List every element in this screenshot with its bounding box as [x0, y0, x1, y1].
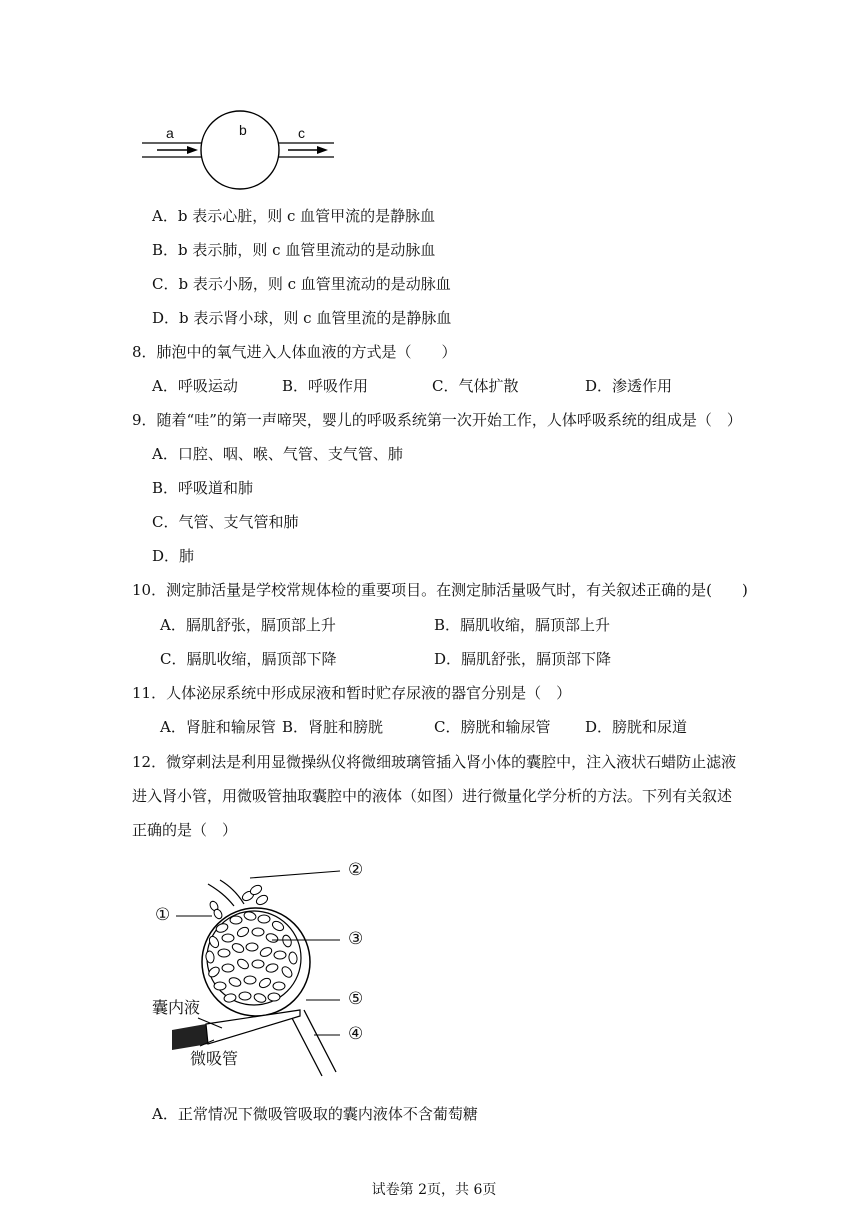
q9-option-b: B．呼吸道和肺 — [152, 479, 254, 497]
q11-option-a: A．肾脏和输尿管 — [160, 718, 276, 736]
q10-option-a: A．膈肌舒张，膈顶部上升 — [160, 616, 336, 634]
q11-option-c: C．膀胱和输尿管 — [434, 718, 551, 736]
q9-option-d: D．肺 — [152, 547, 195, 565]
label-1: ① — [155, 905, 171, 925]
q7-option-c: C．b 表示小肠，则 c 血管里流动的是动脉血 — [152, 275, 451, 293]
label-3: ③ — [348, 929, 364, 949]
label-5: ⑤ — [348, 989, 364, 1009]
q7-option-b: B．b 表示肺，则 c 血管里流动的是动脉血 — [152, 241, 436, 259]
label-a: a — [166, 125, 174, 141]
q12-stem-line3: 正确的是（ ） — [132, 821, 238, 839]
capsule-fluid-label: 囊内液 — [152, 998, 201, 1017]
q7-option-d: D．b 表示肾小球，则 c 血管里流的是静脉血 — [152, 309, 452, 327]
q10-option-d: D．膈肌舒张，膈顶部下降 — [434, 650, 612, 668]
q9-option-c: C．气管、支气管和肺 — [152, 513, 299, 531]
q10-stem: 10．测定肺活量是学校常规体检的重要项目。在测定肺活量吸气时，有关叙述正确的是( ) — [132, 581, 748, 599]
q10-option-c: C．膈肌收缩，膈顶部下降 — [160, 650, 337, 668]
label-2: ② — [348, 860, 364, 880]
micropipette-label: 微吸管 — [190, 1049, 239, 1068]
q9-option-a: A．口腔、咽、喉、气管、支气管、肺 — [152, 445, 403, 463]
page-footer: 试卷第 2页，共 6页 — [371, 1182, 497, 1198]
q12-stem-line2: 进入肾小管，用微吸管抽取囊腔中的液体（如图）进行微量化学分析的方法。下列有关叙述 — [132, 787, 733, 805]
q8-option-d: D．渗透作用 — [585, 377, 673, 395]
label-4: ④ — [348, 1024, 364, 1044]
q7-option-a: A．b 表示心脏，则 c 血管甲流的是静脉血 — [152, 207, 436, 225]
q11-option-d: D．膀胱和尿道 — [585, 718, 688, 736]
q11-stem: 11．人体泌尿系统中形成尿液和暂时贮存尿液的器官分别是（ ） — [132, 684, 572, 702]
q11-option-b: B．肾脏和膀胱 — [282, 718, 384, 736]
q10-option-b: B．膈肌收缩，膈顶部上升 — [434, 616, 611, 634]
q8-option-b: B．呼吸作用 — [282, 377, 369, 395]
q8-stem: 8．肺泡中的氧气进入人体血液的方式是（ ） — [132, 343, 457, 361]
label-b: b — [239, 122, 247, 138]
q8-option-a: A．呼吸运动 — [152, 377, 238, 395]
label-c: c — [298, 125, 305, 141]
q9-stem: 9．随着“哇”的第一声啼哭，婴儿的呼吸系统第一次开始工作，人体呼吸系统的组成是（ ） — [132, 411, 742, 429]
q12-option-a: A．正常情况下微吸管吸取的囊内液体不含葡萄糖 — [152, 1105, 478, 1123]
q8-option-c: C．气体扩散 — [432, 377, 519, 395]
q12-stem-line1: 12．微穿刺法是利用显微操纵仪将微细玻璃管插入肾小体的囊腔中，注入液状石蜡防止滤液 — [132, 753, 737, 771]
